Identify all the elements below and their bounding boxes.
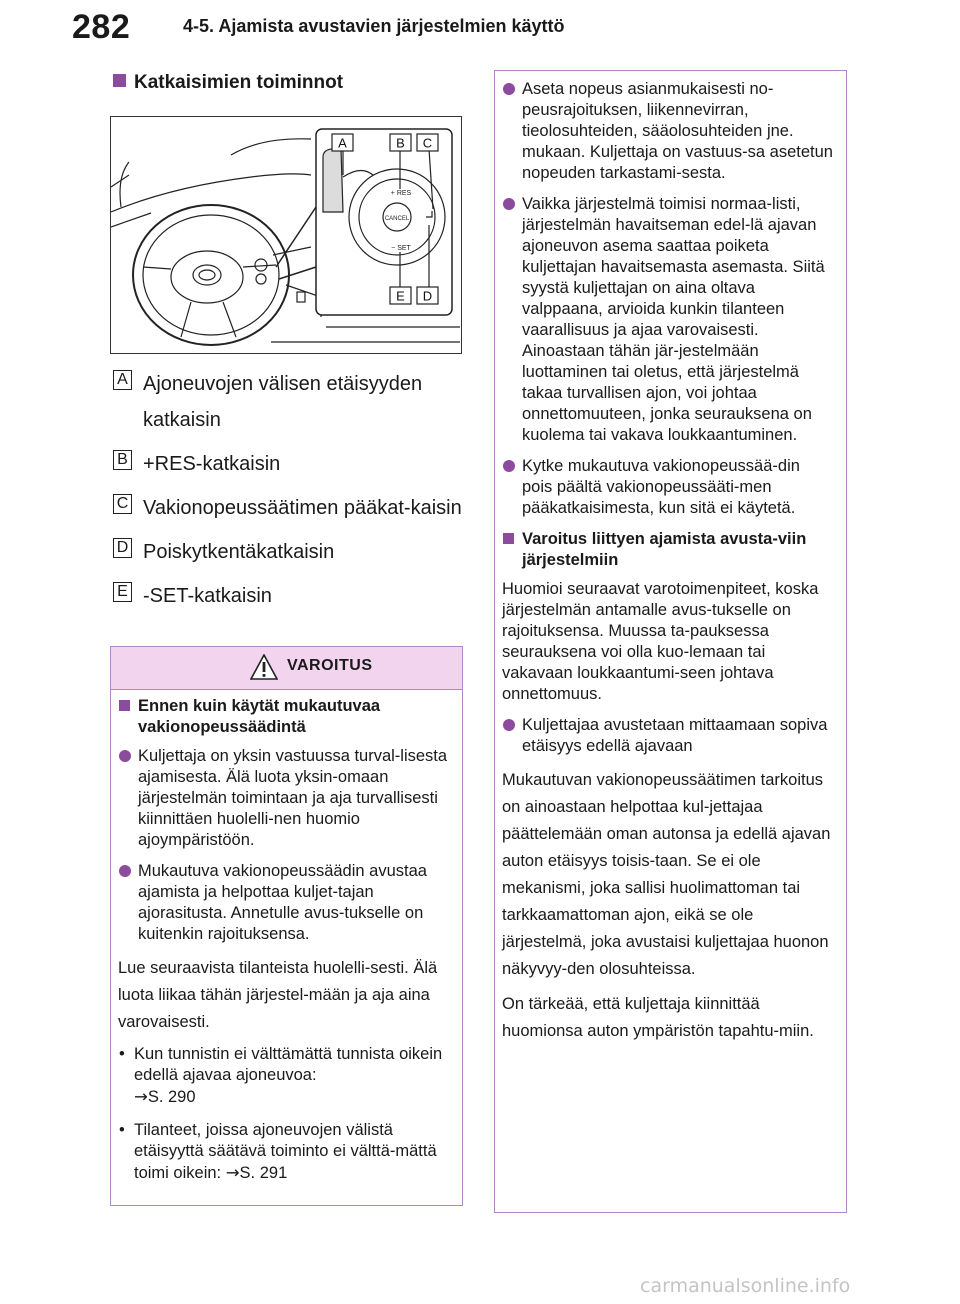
legend-text: -SET-katkaisin — [143, 585, 272, 607]
legend-letter: B — [113, 450, 132, 470]
right-sub-heading-text: Varoitus liittyen ajamista avusta-viin järjestelmiin — [522, 530, 807, 569]
legend-text: +RES-katkaisin — [143, 453, 281, 475]
steering-wheel-drawing — [111, 117, 460, 352]
round-bullet-icon — [503, 198, 515, 210]
warning-bullet — [118, 746, 452, 851]
square-bullet-icon — [503, 533, 514, 544]
right-content — [495, 71, 846, 1045]
legend-letter: C — [113, 494, 132, 514]
warning-sub-heading — [118, 696, 452, 738]
round-bullet-icon — [503, 719, 515, 731]
callout-d: D — [422, 288, 433, 304]
right-warning-continuation — [494, 70, 847, 1213]
round-bullet-icon — [119, 865, 131, 877]
right-bullet — [502, 715, 834, 757]
cancel-switch-label: CANCEL — [384, 216, 410, 222]
right-paragraph: Mukautuvan vakionopeussäätimen tarkoitus on ainoastaan helpottaa kul-jettajaa päättelemään oman autonsa ja edellä ajavan auton etäisyys toisis-taan. Se ei ole mekanismi, joka sallisi huolimattoman tai tarkkaamattoman ajon, eikä se ole järjestelmä, joka avustaisi kuljettajaa huonon näkyvyy-den olosuhteissa. — [502, 771, 831, 978]
page-header — [0, 0, 960, 60]
right-bullet-text: Kytke mukautuva vakionopeussää-din pois päältä vakionopeussääti-men pääkatkaisimesta, kun sitä ei käytetä. — [522, 457, 800, 517]
right-bullet-text: Vaikka järjestelmä toimisi normaa-listi, järjestelmän havaitseman edel-lä ajavan ajoneuvon asema saattaa poiketa kuljettajan havaitsemasta asemasta. Siitä syystä kuljettajan on aina oltava valppaana, arvioida kunkin tilanteen vaarallisuus ja ajaa varovaisesti. Ainoastaan tähän jär-jestelmään luottaminen tai oletus, että järjestelmä takaa turvallisen ajon, voi johtaa onnettomuuteen, jonka seurauksena on kuolema tai vakava loukkaantuminen. — [522, 195, 825, 444]
res-switch-label: + RES — [390, 190, 412, 197]
legend-text: Vakionopeussäätimen pääkat-kaisin — [143, 497, 462, 519]
warning-paragraph: Lue seuraavista tilanteista huolelli-sesti. Älä luota liikaa tähän järjestel-mään ja aja aina varovaisesti. — [118, 959, 438, 1031]
legend-letter: A — [113, 370, 132, 390]
page-number: 282 — [72, 8, 131, 46]
dash-bullet: • — [119, 1045, 125, 1063]
section-heading — [113, 72, 343, 94]
arrow-right-icon: → — [225, 1163, 240, 1182]
legend-item — [113, 366, 463, 438]
legend-text: Poiskytkentäkatkaisin — [143, 541, 335, 563]
legend-item — [113, 446, 463, 482]
round-bullet-icon — [119, 750, 131, 762]
warning-bullet-text: Mukautuva vakionopeussäädin avustaa ajamista ja helpottaa kuljet-tajan ajorasitusta. Annetulle avus-tukselle on kuitenkin rajoituksensa. — [138, 862, 427, 943]
callout-c: C — [422, 135, 433, 151]
warning-sub-heading-text: Ennen kuin käytät mukautuvaa vakionopeussäädintä — [138, 697, 381, 736]
legend-letter: E — [113, 582, 132, 602]
warning-box — [110, 646, 463, 1206]
warning-dash-item — [118, 1120, 452, 1184]
page-reference-link[interactable]: S. 291 — [239, 1164, 288, 1182]
right-bullet-text: Aseta nopeus asianmukaisesti no-peusrajoituksen, liikennevirran, tieolosuhteiden, sääolosuhteiden jne. mukaan. Kuljettaja on vastuus-sa asetetun nopeuden tarkastami-sesta. — [522, 80, 833, 182]
right-bullet — [502, 194, 834, 446]
steering-wheel-illustration — [110, 116, 462, 354]
right-sub-heading — [502, 529, 834, 571]
warning-header — [111, 647, 462, 690]
right-bullet — [502, 456, 834, 519]
chapter-title: 4-5. Ajamista avustavien järjestelmien käyttö — [183, 16, 565, 36]
watermark: carmanualsonline.info — [640, 1275, 851, 1297]
set-switch-label: − SET — [391, 245, 411, 252]
legend-item — [113, 578, 463, 614]
warning-content — [111, 690, 462, 1184]
legend-text: Ajoneuvojen välisen etäisyyden katkaisin — [143, 373, 423, 431]
warning-bullet — [118, 861, 452, 945]
warning-bullet-text: Kuljettaja on yksin vastuussa turval-lisesta ajamisesta. Älä luota yksin-omaan järjestelmän toimintaan ja aja turvallisesti kiinnittäen huolelli-nen huomio ajoympäristöön. — [138, 747, 448, 849]
callout-b: B — [396, 135, 405, 151]
callout-a: A — [338, 135, 347, 151]
dash-item-text: Tilanteet, joissa ajoneuvojen välistä etäisyyttä säätävä toiminto ei välttä-mättä toimi oikein: — [134, 1121, 437, 1182]
section-heading-text: Katkaisimien toiminnot — [134, 72, 344, 93]
dash-bullet: • — [119, 1121, 125, 1139]
square-bullet-icon — [119, 700, 130, 711]
switch-legend — [113, 366, 463, 622]
warning-title: VAROITUS — [287, 657, 373, 674]
round-bullet-icon — [503, 83, 515, 95]
warning-dash-item — [118, 1044, 452, 1108]
right-paragraph: On tärkeää, että kuljettaja kiinnittää huomionsa auton ympäristön tapahtu-miin. — [502, 995, 814, 1040]
warning-triangle-icon — [250, 654, 278, 680]
right-paragraph: Huomioi seuraavat varotoimenpiteet, koska järjestelmän antamalle avus-tukselle on rajoituksensa. Muussa ta-pauksessa seurauksena voi olla kuo-lemaan tai vakavaan loukkaantumi-seen johtava onnettomuus. — [502, 580, 819, 703]
legend-item — [113, 490, 463, 526]
right-bullet — [502, 79, 834, 184]
dash-item-text: Kun tunnistin ei välttämättä tunnista oikein edellä ajavaa ajoneuvoa: — [134, 1045, 443, 1084]
legend-item — [113, 534, 463, 570]
round-bullet-icon — [503, 460, 515, 472]
square-bullet-icon — [113, 74, 126, 87]
legend-letter: D — [113, 538, 132, 558]
right-bullet-text: Kuljettajaa avustetaan mittaamaan sopiva etäisyys edellä ajavaan — [522, 716, 828, 755]
page-reference-link[interactable]: S. 290 — [147, 1088, 196, 1106]
callout-e: E — [396, 288, 405, 304]
arrow-right-icon: → — [134, 1087, 148, 1106]
